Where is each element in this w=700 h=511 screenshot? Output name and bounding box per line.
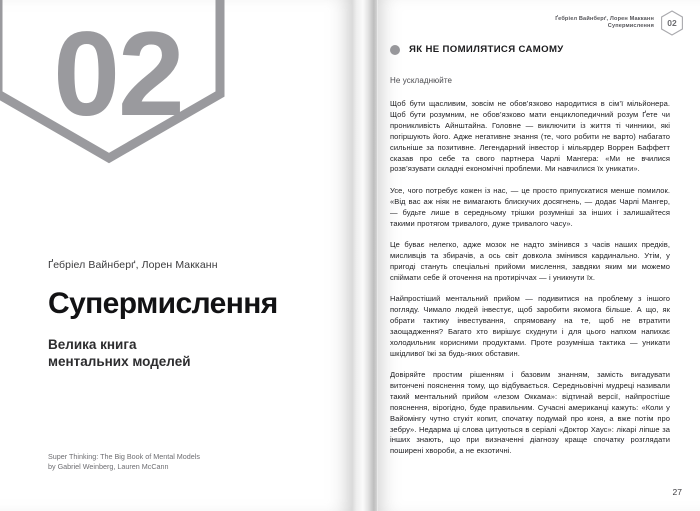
- body-text: [390, 76, 670, 457]
- section-heading-label: ЯК НЕ ПОМИЛЯТИСЯ САМОМУ: [409, 44, 564, 55]
- book-authors: Ґебріел Вайнберґ, Лорен Макканн: [48, 259, 218, 271]
- book-subtitle-line-2: ментальних моделей: [48, 354, 191, 369]
- right-page: [378, 0, 700, 511]
- running-head: [555, 10, 684, 36]
- running-head-text: [555, 16, 654, 31]
- book-gutter: [352, 0, 378, 511]
- running-head-chapter-number: 02: [667, 18, 677, 28]
- original-title-block: [48, 452, 298, 472]
- paragraph: Найпростіший ментальний прийом — подивитися на проблему з іншого погляду. Чимало людей інвестує, щоб заробити якомога більше. А що, як обрати тактику інвестування, спрямовану на те, щоб не втратити заощадження? Багато хто вирішує схуднути і для цього напхом напихає холодильник корисними продуктами. Проте розумніша тактика — уникати шкідливої їжі за будь-яких обставин.: [390, 294, 670, 358]
- running-head-hexagon-icon: [660, 10, 684, 36]
- running-head-line-2: Супермислення: [607, 23, 654, 29]
- title-block: [48, 258, 310, 370]
- paragraph: Усе, чого потребує кожен із нас, — це просто припускатися менше помилок. «Від вас аж ніяк не вимагають блискучих досягнень, — додає Чарлі Мангер, — будьте лише в середньому трішки розумніші за інших і залишайтеся такими протягом тривалого, дуже тривалого часу».: [390, 185, 670, 228]
- paragraph: Довіряйте простим рішенням і базовим знанням, замість вигадувати витончені пояснення тому, що відбувається. Середньовічні мудреці називали такий ментальний прийом «лезом Оккама»: відтинай версії, найпростіше пояснення, вірогідно, буде правильним. Сучасні американці кажуть: «Коли у Вайомінгу чутно стукіт копит, спочатку подумай про коня, а вже потім про зебру». Недарма ці слова цитуються в серіалі «Доктор Хаус»: лікарі ліпше за інших знають, що при визначенні діагнозу краще спочатку розглядати поширені хвороби, а не екзотичні.: [390, 370, 670, 456]
- book-subtitle: [48, 336, 310, 370]
- paragraph: Щоб бути щасливим, зовсім не обов’язково народитися в сім’ї мільйонера. Щоб бути розумним, не обов’язково мати енциклопедичний розум Ґете чи проникливість Айнштайна. Головне — виключити із життя ті чинники, які погіршують його. Адже негативне знання (те, чого робити не варто) набагато сильніше за позитивне. Легендарний інвестор і мільярдер Воррен Баффетт сказав про себе та свого партнера Чарлі Мангера: «Ми не вчилися розв’язувати складні економічні проблеми. Ми навчилися їх уникати».: [390, 99, 670, 174]
- chapter-number: 02: [53, 7, 183, 141]
- subhead: Не ускладнюйте: [390, 76, 453, 85]
- section-heading: [390, 44, 564, 55]
- bullet-dot-icon: [390, 45, 400, 55]
- paragraph: Це буває нелегко, адже мозок не надто змінився з часів наших предків, мисливців та збирачів, а ось світ довкола змінився кардинально. Утім, у пригоді стануть спеціальні прийоми мислення, завдяки яким ми можемо спіймати себе й оточення на протиріччах — і уникнути їх.: [390, 239, 670, 282]
- original-title-line-1: Super Thinking: The Big Book of Mental Models: [48, 452, 200, 461]
- page-number: 27: [672, 487, 682, 497]
- book-title: Супермислення: [48, 287, 278, 320]
- running-head-line-1: Ґебріел Вайнберґ, Лорен Макканн: [555, 15, 654, 22]
- book-subtitle-line-1: Велика книга: [48, 337, 137, 352]
- original-title-line-2: by Gabriel Weinberg, Lauren McCann: [48, 462, 169, 471]
